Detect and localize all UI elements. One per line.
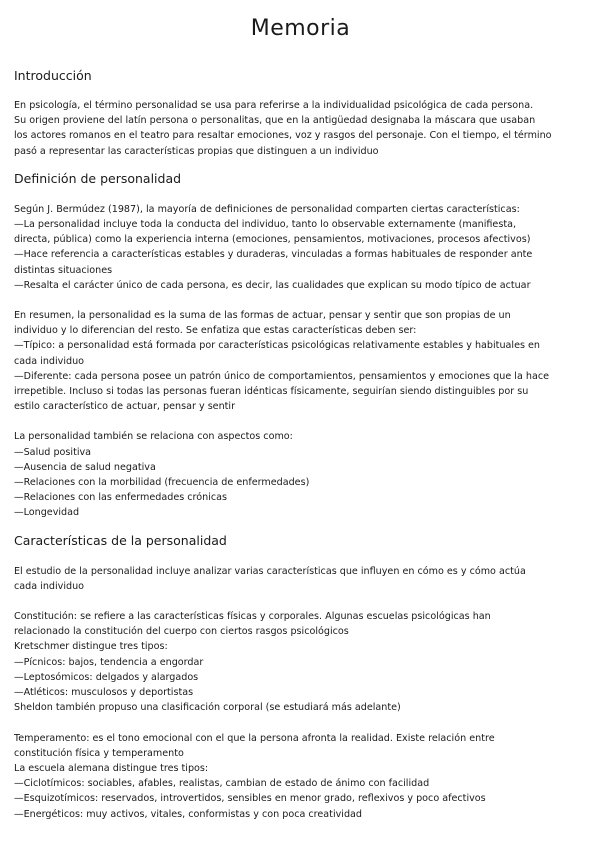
- characteristics-block-3: [14, 731, 587, 822]
- list-item: —Pícnicos: bajos, tendencia a engordar: [14, 656, 204, 668]
- text-line: Constitución: se refiere a las características físicas y corporales. Algunas escuelas psicológicas han: [14, 611, 491, 623]
- text-line: La personalidad también se relaciona con aspectos como:: [14, 431, 293, 443]
- text-line: estilo característico de actuar, pensar y sentir: [14, 401, 236, 413]
- text-line: —Resalta el carácter único de cada persona, es decir, las cualidades que explican su modo típico de actuar: [14, 279, 531, 291]
- characteristics-block-1: [14, 564, 587, 594]
- text-line: distintas situaciones: [14, 264, 113, 276]
- list-item: —Ciclotímicos: sociables, afables, realistas, cambian de estado de ánimo con facilidad: [14, 778, 430, 790]
- text-line: cada individuo: [14, 355, 85, 367]
- text-line: irrepetible. Incluso si todas las personas fueran idénticas físicamente, seguirían siendo distinguibles por su: [14, 386, 529, 398]
- text-line: Su origen proviene del latín persona o personalitas, que en la antigüedad designaba la máscara que usaban: [14, 115, 536, 127]
- text-line: En psicología, el término personalidad se usa para referirse a la individualidad psicológica de cada persona.: [14, 100, 534, 111]
- list-item: —Relaciones con la morbilidad (frecuencia de enfermedades): [14, 477, 310, 489]
- list-item: —Longevidad: [14, 507, 80, 519]
- definition-heading: Definición de personalidad: [14, 170, 182, 186]
- text-line: El estudio de la personalidad incluye analizar varias características que influyen en cómo es y cómo actúa: [14, 565, 526, 577]
- list-item: —Leptosómicos: delgados y alargados: [14, 671, 199, 683]
- text-line: constitución física y temperamento: [14, 747, 184, 759]
- intro-heading: Introducción: [14, 68, 92, 83]
- definition-block-1: [14, 202, 587, 293]
- text-line: —Típico: a personalidad está formada por características psicológicas relativamente estables y habituales en: [14, 340, 540, 352]
- definition-block-2: [14, 308, 587, 414]
- text-line: En resumen, la personalidad es la suma de las formas de actuar, pensar y sentir que son propias de un: [14, 310, 511, 322]
- characteristics-heading: Características de la personalidad: [14, 532, 227, 548]
- list-item: —Esquizotímicos: reservados, introvertidos, sensibles en menor grado, reflexivos y poco afectivos: [14, 793, 486, 805]
- text-line: —Hace referencia a características estables y duraderas, vinculadas a formas habituales de responder ante: [14, 249, 533, 261]
- text-line: Según J. Bermúdez (1987), la mayoría de definiciones de personalidad comparten ciertas características:: [14, 203, 520, 215]
- text-line: —La personalidad incluye toda la conducta del individuo, tanto lo observable externamente (manifiesta,: [14, 219, 517, 231]
- list-item: —Energéticos: muy activos, vitales, conformistas y con poca creatividad: [14, 808, 363, 820]
- text-line: La escuela alemana distingue tres tipos:: [14, 762, 209, 774]
- characteristics-block-2: [14, 609, 587, 715]
- list-item: —Relaciones con las enfermedades crónicas: [14, 492, 228, 504]
- text-line: individuo y lo diferencian del resto. Se enfatiza que estas características deben ser:: [14, 325, 417, 337]
- list-item: —Atléticos: musculosos y deportistas: [14, 687, 194, 699]
- definition-block-3: [14, 429, 587, 520]
- text-line: los actores romanos en el teatro para resaltar emociones, voz y rasgos del personaje. Con el tiempo, el término: [14, 130, 552, 142]
- text-line: directa, pública) como la experiencia interna (emociones, pensamientos, motivaciones, procesos afectivos): [14, 234, 531, 246]
- text-line: Sheldon también propuso una clasificación corporal (se estudiará más adelante): [14, 702, 401, 714]
- text-line: pasó a representar las características propias que distinguen a un individuo: [14, 145, 379, 157]
- text-line: Temperamento: es el tono emocional con el que la persona afronta la realidad. Existe relación entre: [14, 732, 495, 744]
- text-line: Kretschmer distingue tres tipos:: [14, 641, 168, 653]
- text-line: relacionado la constitución del cuerpo con ciertos rasgos psicológicos: [14, 626, 349, 638]
- intro-paragraph: [14, 98, 587, 159]
- page-title: Memoria: [250, 16, 351, 41]
- list-item: —Ausencia de salud negativa: [14, 461, 156, 473]
- text-line: cada individuo: [14, 580, 85, 592]
- text-line: —Diferente: cada persona posee un patrón único de comportamientos, pensamientos y emociones que la hace: [14, 370, 550, 382]
- list-item: —Salud positiva: [14, 446, 92, 458]
